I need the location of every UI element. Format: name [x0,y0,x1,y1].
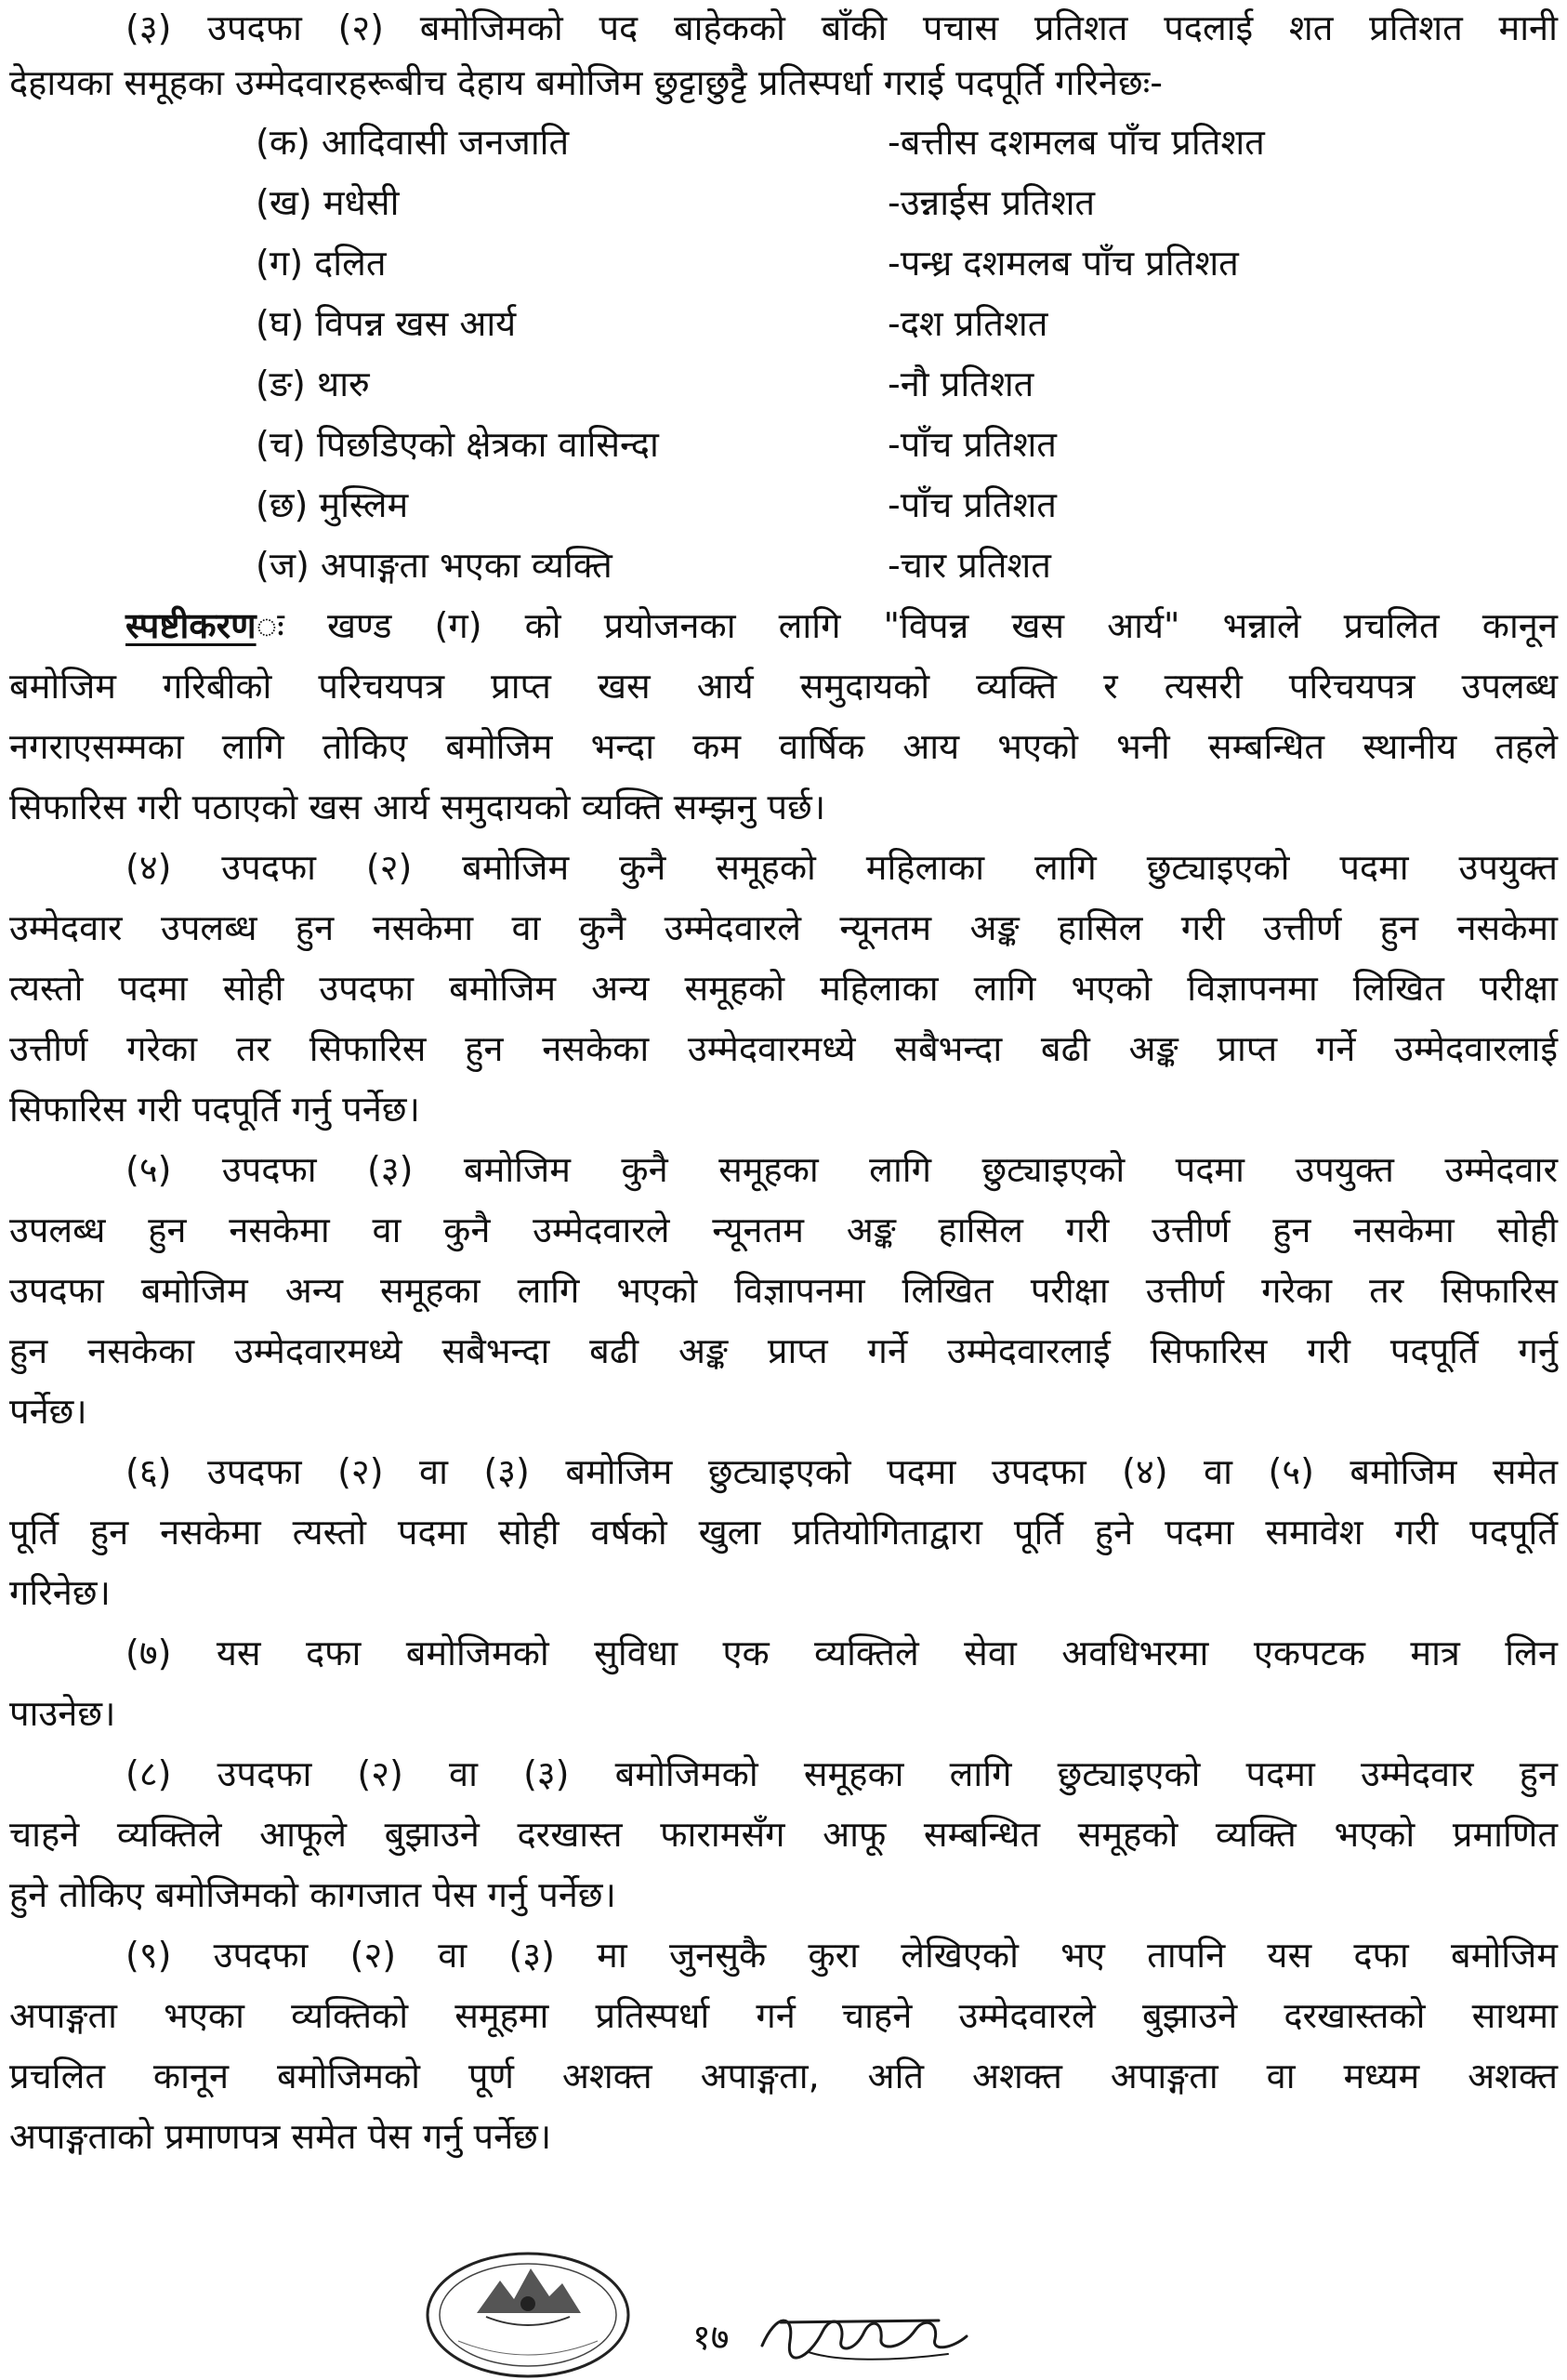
paragraph-line: पूर्ति हुन नसकेमा त्यस्तो पदमा सोही वर्षको खुला प्रतियोगिताद्वारा पूर्ति हुने पदमा समावेश गरी पदपूर्ति [9,1512,1558,1553]
list-item-label: (ङ) थारु [256,364,370,404]
list-item-label: (घ) विपन्न खस आर्य [256,303,517,344]
paragraph-line: सिफारिस गरी पठाएको खस आर्य समुदायको व्यक्ति सम्झनु पर्छ। [9,787,826,827]
list-item-label: (ख) मधेसी [256,182,400,223]
paragraph-line: उपदफा बमोजिम अन्य समूहका लागि भएको विज्ञापनमा लिखित परीक्षा उत्तीर्ण गरेका तर सिफारिस [9,1270,1558,1311]
list-item-label: (छ) मुस्लिम [256,484,409,525]
paragraph-line: उम्मेदवार उपलब्ध हुन नसकेमा वा कुनै उम्मेदवारले न्यूनतम अङ्क हासिल गरी उत्तीर्ण हुन नसकेमा [9,907,1558,948]
paragraph-line: (६) उपदफा (२) वा (३) बमोजिम छुट्याइएको पदमा उपदफा (४) वा (५) बमोजिम समेत [125,1451,1558,1492]
explanation-heading: स्पष्टीकरण [125,605,257,646]
list-item-label: (ग) दलित [256,243,387,284]
paragraph-line: प्रचलित कानून बमोजिमको पूर्ण अशक्त अपाङ्गता, अति अशक्त अपाङ्गता वा मध्यम अशक्त [9,2056,1558,2096]
paragraph-line: (५) उपदफा (३) बमोजिम कुनै समूहका लागि छुट्याइएको पदमा उपयुक्त उम्मेदवार [125,1149,1558,1190]
paragraph-line: पाउनेछ। [9,1693,116,1734]
list-item-label: (क) आदिवासी जनजाति [256,122,570,163]
paragraph-line: अपाङ्गता भएका व्यक्तिको समूहमा प्रतिस्पर्धा गर्न चाहने उम्मेदवारले बुझाउने दरखास्तको साथमा [9,1995,1558,2036]
paragraph-line: हुन नसकेका उम्मेदवारमध्ये सबैभन्दा बढी अङ्क प्राप्त गर्ने उम्मेदवारलाई सिफारिस गरी पदपूर्ति गर्नु [9,1330,1558,1371]
paragraph-line: (३) उपदफा (२) बमोजिमको पद बाहेकको बाँकी पचास प्रतिशत पदलाई शत प्रतिशत मानी [125,7,1558,48]
paragraph-line: चाहने व्यक्तिले आफूले बुझाउने दरखास्त फारामसँग आफू सम्बन्धित समूहको व्यक्ति भएको प्रमाणित [9,1814,1558,1855]
ministry-seal [421,2248,635,2380]
paragraph-line: त्यस्तो पदमा सोही उपदफा बमोजिम अन्य समूहको महिलाका लागि भएको विज्ञापनमा लिखित परीक्षा [9,968,1558,1009]
list-item-value: -उन्नाईस प्रतिशत [888,182,1096,223]
paragraph-line: (८) उपदफा (२) वा (३) बमोजिमको समूहका लागि छुट्याइएको पदमा उम्मेदवार हुन [125,1753,1558,1794]
paragraph-line: पर्नेछ। [9,1391,87,1432]
paragraph-line: अपाङ्गताको प्रमाणपत्र समेत पेस गर्नु पर्नेछ। [9,2116,552,2157]
paragraph-line: देहायका समूहका उम्मेदवारहरूबीच देहाय बमोजिम छुट्टाछुट्टै प्रतिस्पर्धा गराई पदपूर्ति गरिनेछः- [9,62,1163,103]
list-item-value: -पाँच प्रतिशत [888,484,1057,525]
explanation-text: ः खण्ड (ग) को प्रयोजनका लागि "विपन्न खस आर्य" भन्नाले प्रचलित कानून [256,605,1558,646]
list-item-value: -चार प्रतिशत [888,545,1051,586]
list-item-label: (ज) अपाङ्गता भएका व्यक्ति [256,545,612,586]
paragraph-line: (७) यस दफा बमोजिमको सुविधा एक व्यक्तिले सेवा अवधिभरमा एकपटक मात्र लिन [125,1633,1558,1673]
list-item-label: (च) पिछडिएको क्षेत्रका वासिन्दा [256,424,659,465]
paragraph-line: (९) उपदफा (२) वा (३) मा जुनसुकै कुरा लेखिएको भए तापनि यस दफा बमोजिम [125,1935,1558,1976]
paragraph-line: गरिनेछ। [9,1572,111,1613]
list-item-value: -नौ प्रतिशत [888,364,1034,404]
paragraph-line: उपलब्ध हुन नसकेमा वा कुनै उम्मेदवारले न्यूनतम अङ्क हासिल गरी उत्तीर्ण हुन नसकेमा सोही [9,1210,1558,1250]
paragraph-line: बमोजिम गरिबीको परिचयपत्र प्राप्त खस आर्य समुदायको व्यक्ति र त्यसरी परिचयपत्र उपलब्ध [9,666,1558,707]
paragraph-line: सिफारिस गरी पदपूर्ति गर्नु पर्नेछ। [9,1089,420,1130]
list-item-value: -दश प्रतिशत [888,303,1048,344]
explanation-first-line [125,605,1558,646]
list-item-value: -पाँच प्रतिशत [888,424,1057,465]
handwritten-signature [753,2294,976,2369]
paragraph-line: उत्तीर्ण गरेका तर सिफारिस हुन नसकेका उम्मेदवारमध्ये सबैभन्दा बढी अङ्क प्राप्त गर्ने उम्मेदवारलाई [9,1028,1558,1069]
paragraph-line: नगराएसम्मका लागि तोकिए बमोजिम भन्दा कम वार्षिक आय भएको भनी सम्बन्धित स्थानीय तहले [9,726,1558,767]
paragraph-line: (४) उपदफा (२) बमोजिम कुनै समूहको महिलाका लागि छुट्याइएको पदमा उपयुक्त [125,847,1558,888]
list-item-value: -बत्तीस दशमलब पाँच प्रतिशत [888,122,1265,163]
list-item-value: -पन्ध्र दशमलब पाँच प्रतिशत [888,243,1239,284]
page-number: १७ [692,2317,730,2358]
paragraph-line: हुने तोकिए बमोजिमको कागजात पेस गर्नु पर्नेछ। [9,1874,616,1915]
